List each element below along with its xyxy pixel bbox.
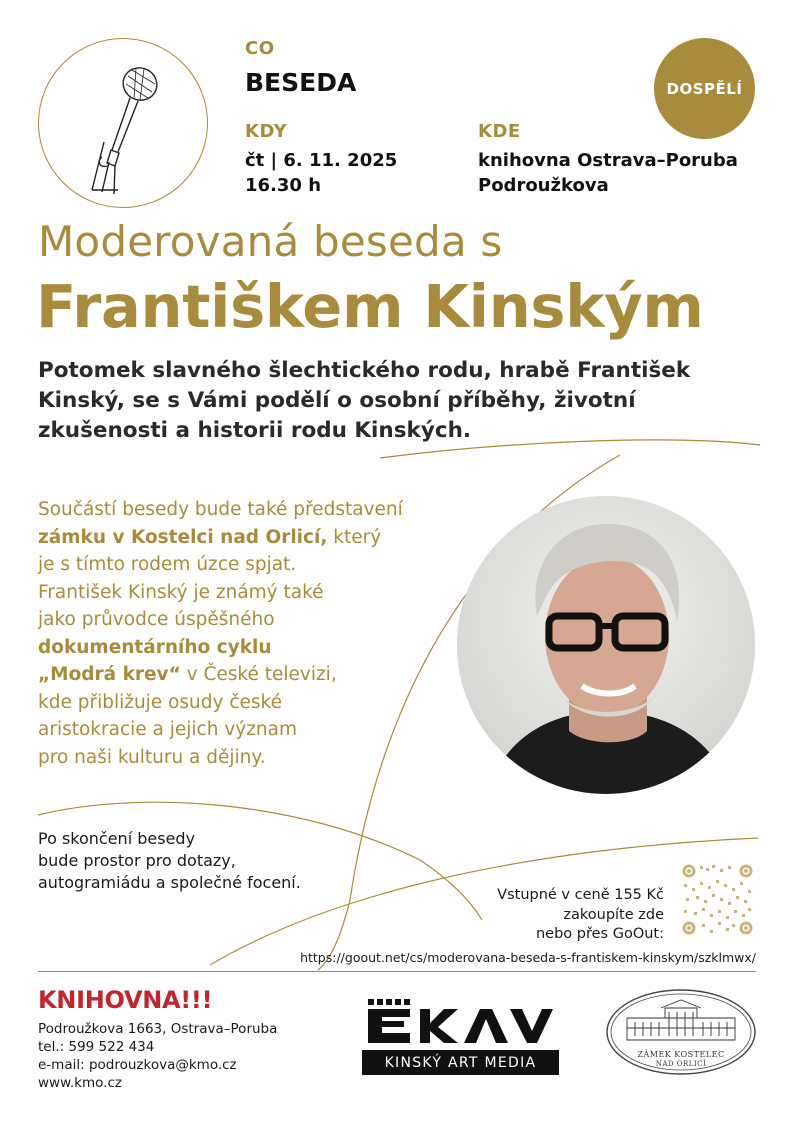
when-time: 16.30 h (245, 175, 322, 196)
ticket-price: Vstupné v ceně 155 Kč (497, 887, 664, 903)
ticket-info (497, 886, 664, 945)
lead-paragraph: Potomek slavného šlechtického rodu, hrabě František Kinský, se s Vámi podělí o osobní příběhy, životní zkušenosti a historii rodu Kinských. (38, 358, 691, 443)
after-event-line: Po skončení besedy (38, 829, 196, 848)
library-phone: tel.: 599 522 434 (38, 1039, 155, 1055)
description-line: jako průvodce úspěšného (38, 609, 275, 630)
after-event-line: bude prostor pro dotazy, (38, 851, 236, 870)
description-line: aristokracie a jejich význam (38, 719, 298, 740)
description-line: je s tímto rodem úzce spjat. (38, 554, 297, 575)
description-line: který (327, 526, 382, 548)
library-address: Podroužkova 1663, Ostrava–Poruba (38, 1021, 278, 1037)
audience-badge (654, 38, 755, 139)
ticket-line: zakoupíte zde (563, 906, 664, 923)
description-line: František Kinský je známý také (38, 581, 324, 603)
speaker-portrait (457, 496, 755, 794)
description-highlight: „Modrá krev“ (38, 664, 181, 685)
description-line: kde přibližuje osudy české (38, 691, 282, 713)
audience-badge-label: DOSPĚLÍ (666, 79, 743, 98)
kinsky-art-media-label: KINSKÝ ART MEDIA (362, 1050, 559, 1075)
what-value: BESEDA (245, 68, 357, 97)
ticket-link[interactable]: https://goout.net/cs/moderovana-beseda-s-frantiskem-kinskym/szklmwx/ (300, 950, 756, 965)
microphone-icon (78, 62, 173, 197)
description-highlight: dokumentárního cyklu (38, 636, 272, 658)
footer-divider (38, 971, 756, 972)
where-street: Podroužkova (478, 175, 609, 196)
kinsky-art-media-logo (368, 997, 553, 1047)
when-label: KDY (245, 121, 288, 142)
qr-code[interactable] (680, 862, 755, 937)
description (38, 496, 488, 771)
library-logo: KNIHOVNA!!! (38, 986, 213, 1014)
after-event-line: autogramiádu a společné focení. (38, 873, 301, 892)
library-web: www.kmo.cz (38, 1075, 122, 1091)
after-event-note (38, 828, 301, 894)
description-highlight: zámku v Kostelci nad Orlicí, (38, 526, 328, 548)
description-line: Součástí besedy bude také představení (38, 499, 403, 520)
headline-line2: Františkem Kinským (36, 272, 704, 341)
when-date: čt | 6. 11. 2025 (245, 150, 398, 171)
library-contacts (38, 1020, 277, 1092)
what-label: CO (245, 38, 275, 59)
description-line: pro naši kulturu a dějiny. (38, 746, 266, 768)
description-line: v České televizi, (180, 664, 337, 685)
castle-label-line2: NAD ORLICÍ (655, 1060, 707, 1068)
ticket-line: nebo přes GoOut: (535, 926, 664, 942)
castle-label-line1: ZÁMEK KOSTELEC (637, 1050, 725, 1059)
headline-line1: Moderovaná beseda s (38, 217, 503, 266)
library-email: e-mail: podrouzkova@kmo.cz (38, 1057, 237, 1073)
where-venue: knihovna Ostrava–Poruba (478, 150, 738, 171)
where-label: KDE (478, 121, 521, 142)
